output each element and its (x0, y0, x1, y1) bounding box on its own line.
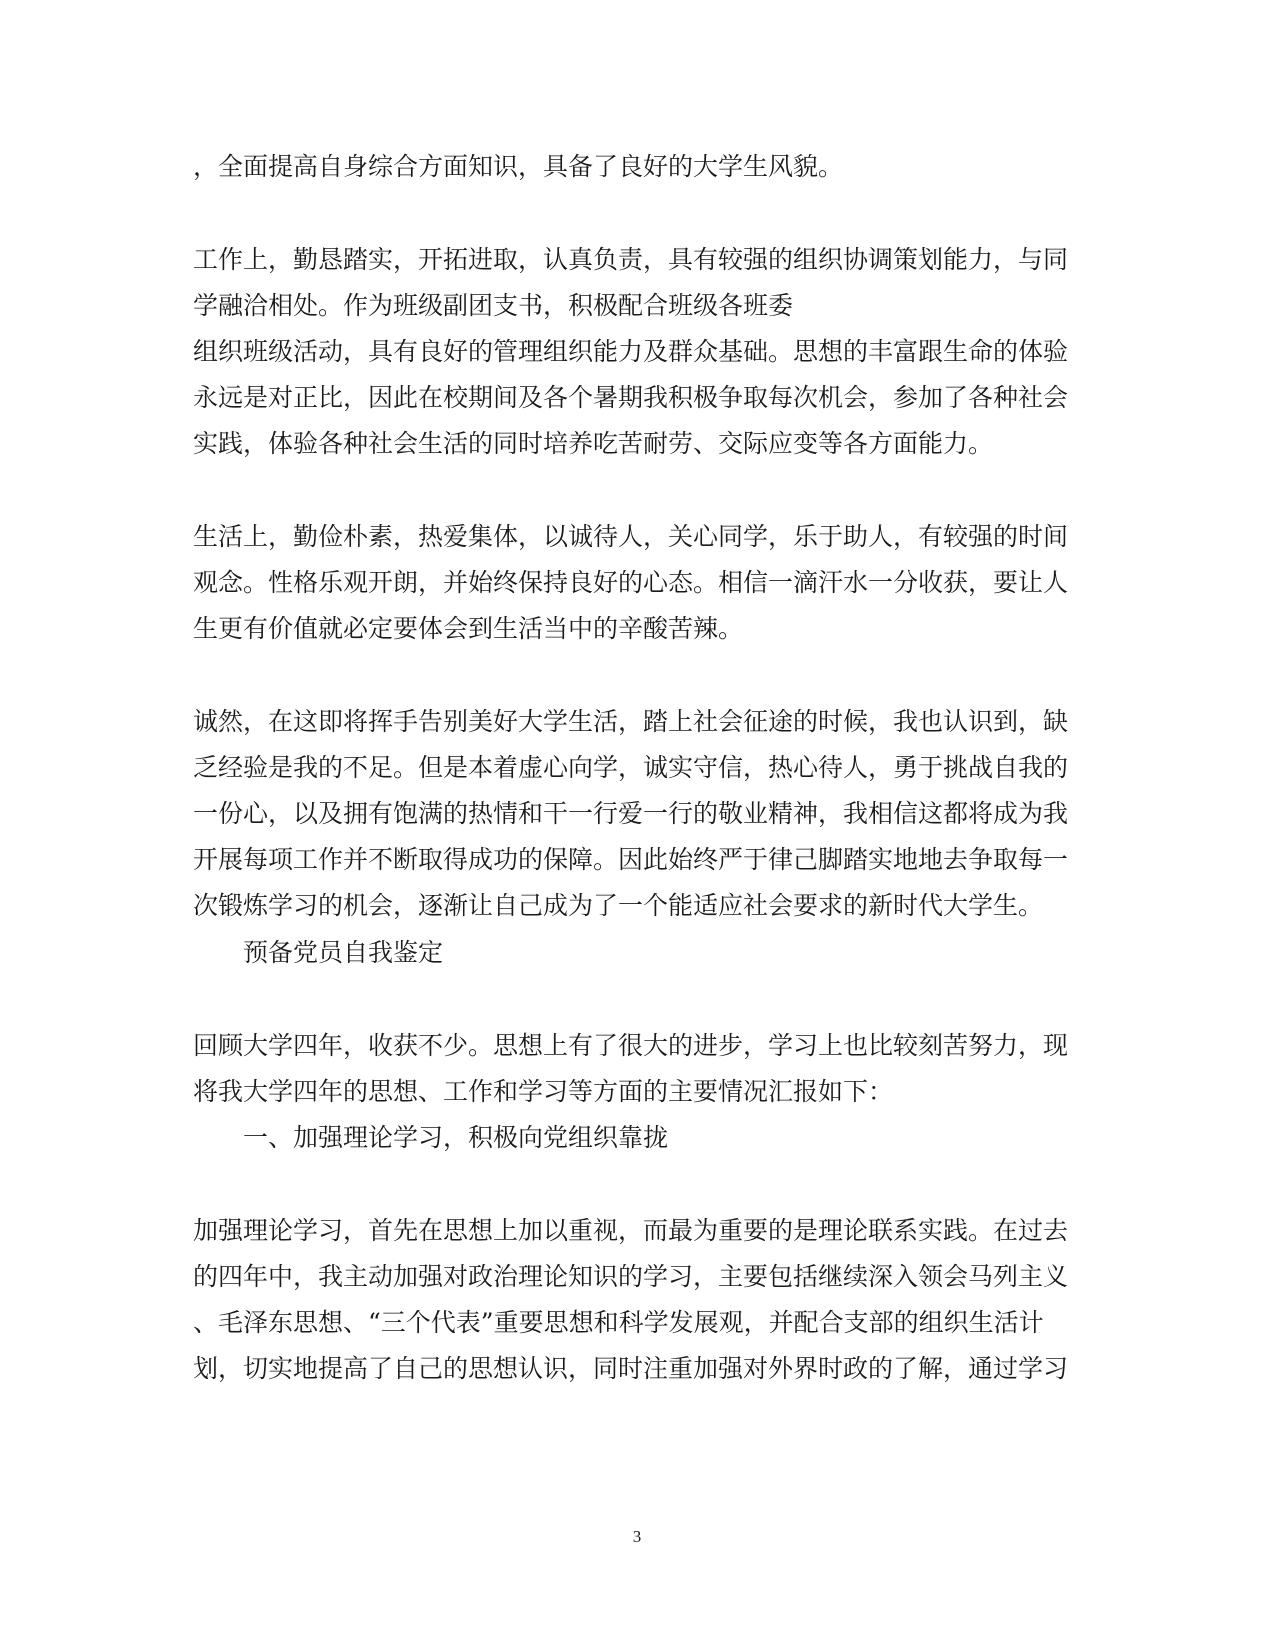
text-line: 次锻炼学习的机会，逐渐让自己成为了一个能适应社会要求的新时代大学生。 (193, 891, 1044, 920)
text-line: 的四年中，我主动加强对政治理论知识的学习，主要包括继续深入领会马列主义 (193, 1262, 1069, 1291)
text-line: 实践，体验各种社会生活的同时培养吃苦耐劳、交际应变等各方面能力。 (193, 429, 994, 458)
text-line: ，全面提高自身综合方面知识，具备了良好的大学生风貌。 (193, 152, 844, 181)
text-line: 乏经验是我的不足。但是本着虚心向学，诚实守信，热心待人，勇于挑战自我的 (193, 753, 1069, 782)
subsection-heading: 一、加强理论学习，积极向党组织靠拢 (243, 1123, 669, 1152)
text-line: 学融洽相处。作为班级副团支书，积极配合班级各班委 (193, 291, 794, 320)
text-line: 工作上，勤恳踏实，开拓进取，认真负责，具有较强的组织协调策划能力，与同 (193, 245, 1069, 274)
text-line: 开展每项工作并不断取得成功的保障。因此始终严于律己脚踏实地地去争取每一 (193, 845, 1069, 874)
page-number: 3 (632, 1527, 642, 1546)
text-line: 诚然，在这即将挥手告别美好大学生活，踏上社会征途的时候，我也认识到，缺 (193, 707, 1069, 736)
text-line: 生更有价值就必定要体会到生活当中的辛酸苦辣。 (193, 614, 744, 643)
text-line: 生活上，勤俭朴素，热爱集体，以诚待人，关心同学，乐于助人，有较强的时间 (193, 522, 1069, 551)
text-line: 组织班级活动，具有良好的管理组织能力及群众基础。思想的丰富跟生命的体验 (193, 337, 1069, 366)
text-line: 将我大学四年的思想、工作和学习等方面的主要情况汇报如下： (193, 1077, 894, 1106)
text-line: 永远是对正比，因此在校期间及各个暑期我积极争取每次机会，参加了各种社会 (193, 383, 1069, 412)
section-heading: 预备党员自我鉴定 (243, 938, 444, 967)
text-line: 一份心，以及拥有饱满的热情和干一行爱一行的敬业精神，我相信这都将成为我 (193, 799, 1069, 828)
text-line: 加强理论学习，首先在思想上加以重视，而最为重要的是理论联系实践。在过去 (193, 1216, 1069, 1245)
text-line: 划，切实地提高了自己的思想认识，同时注重加强对外界时政的了解，通过学习 (193, 1354, 1069, 1383)
text-line: 回顾大学四年，收获不少。思想上有了很大的进步，学习上也比较刻苦努力，现 (193, 1031, 1069, 1060)
text-line: 观念。性格乐观开朗，并始终保持良好的心态。相信一滴汗水一分收获，要让人 (193, 568, 1069, 597)
text-line: 、毛泽东思想、“三个代表”重要思想和科学发展观，并配合支部的组织生活计 (193, 1308, 1044, 1337)
